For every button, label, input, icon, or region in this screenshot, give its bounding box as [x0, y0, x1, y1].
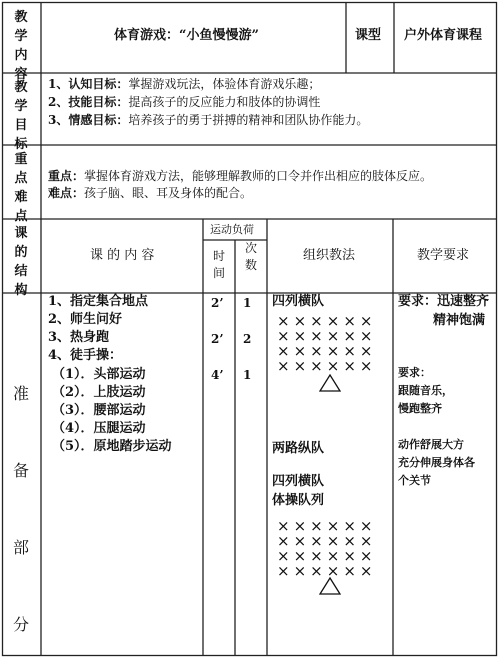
key-point-text: 掌握体育游戏方法，能够理解教师的口令并作出相应的肢体反应。 — [84, 169, 433, 183]
goal-emotional-text: 培养孩子的勇于拼搏的精神和团队协作能力。 — [128, 113, 369, 127]
side-label-structure: 课 的 结 构 — [14, 226, 28, 298]
goal-skill-text: 提高孩子的反应能力和肢体的协调性 — [128, 95, 321, 109]
prep-item-3: 3、热身跑 — [48, 330, 110, 345]
difficult-point-text: 孩子脑、眼、耳及身体的配合。 — [84, 186, 253, 200]
prep-item-2: 2、师生问好 — [48, 312, 123, 327]
difficult-point — [48, 186, 252, 200]
side-label-teaching-goals: 教 学 目 标 — [14, 80, 28, 152]
prep-item-7: （3）．腰部运动 — [52, 403, 146, 418]
column-header-content: 课 的 内 容 — [90, 248, 155, 263]
requirement-1b: 精神饱满 — [433, 313, 486, 328]
formation-row: ×××××× — [277, 547, 377, 565]
goal-cognitive-label: 1、认知目标： — [48, 77, 129, 91]
side-label-key-points: 重 点 难 点 — [14, 152, 28, 224]
prep-item-9: （5）．原地踏步运动 — [52, 439, 172, 454]
goal-emotional-label: 3、情感目标： — [48, 113, 129, 127]
requirement-3b: 充分伸展身体各 — [398, 456, 475, 469]
teacher-triangle-icon — [319, 374, 341, 392]
formation-label-gym: 体操队列 — [272, 493, 325, 508]
prep-item-6: （2）．上肢运动 — [52, 385, 146, 400]
formation-row: ×××××× — [277, 562, 377, 580]
prep-item-5: （1）．头部运动 — [52, 367, 146, 382]
prep-count-3: 1 — [243, 368, 252, 382]
lesson-type-value: 户外体育课程 — [404, 28, 483, 43]
goal-skill-label: 2、技能目标： — [48, 95, 129, 109]
requirement-2c: 慢跑整齐 — [398, 402, 442, 415]
requirement-2: 要求： — [398, 366, 431, 379]
prep-item-1: 1、指定集合地点 — [48, 294, 149, 309]
prep-time-1: 2’ — [211, 296, 224, 310]
prep-time-2: 2’ — [211, 332, 224, 346]
teacher-triangle-icon — [319, 577, 341, 595]
column-header-count: 次 数 — [245, 241, 258, 273]
formation-row: ×××××× — [277, 327, 377, 345]
formation-row: ×××××× — [277, 517, 377, 535]
goal-skill — [48, 95, 320, 109]
prep-count-2: 2 — [243, 332, 252, 346]
prep-count-1: 1 — [243, 296, 252, 310]
formation-row: ×××××× — [277, 312, 377, 330]
difficult-point-label: 难点： — [48, 186, 85, 200]
goal-emotional — [48, 113, 368, 127]
requirement-2b: 跟随音乐， — [398, 384, 453, 397]
column-header-load: 运动负荷 — [210, 223, 254, 236]
column-header-requirement: 教学要求 — [417, 248, 470, 263]
goal-cognitive-text: 掌握游戏玩法，体验体育游戏乐趣； — [128, 77, 321, 91]
column-header-method: 组织教法 — [303, 248, 356, 263]
formation-row: ×××××× — [277, 532, 377, 550]
formation-row: ×××××× — [277, 357, 377, 375]
lesson-title: 体育游戏：“小鱼慢慢游” — [114, 28, 259, 43]
key-point-label: 重点： — [48, 169, 85, 183]
lesson-type-label: 课型 — [355, 28, 382, 43]
formation-label-four-rows-2: 四列横队 — [272, 474, 325, 489]
requirement-1: 要求：迅速整齐 — [398, 294, 490, 309]
side-label-teaching-content: 教 学 内 容 — [14, 10, 28, 82]
goal-cognitive — [48, 77, 320, 91]
formation-label-four-rows: 四列横队 — [272, 294, 325, 309]
formation-label-two-columns: 两路纵队 — [272, 441, 325, 456]
requirement-3: 动作舒展大方 — [398, 438, 464, 451]
prep-item-8: （4）．压腿运动 — [52, 421, 146, 436]
prep-item-4: 4、徒手操： — [48, 348, 123, 363]
prep-time-3: 4’ — [211, 368, 224, 382]
key-point — [48, 169, 432, 183]
column-header-time: 时 间 — [213, 249, 226, 281]
side-label-prep-part: 准 备 部 分 — [12, 384, 29, 634]
formation-row: ×××××× — [277, 342, 377, 360]
requirement-3c: 个关节 — [398, 474, 431, 487]
